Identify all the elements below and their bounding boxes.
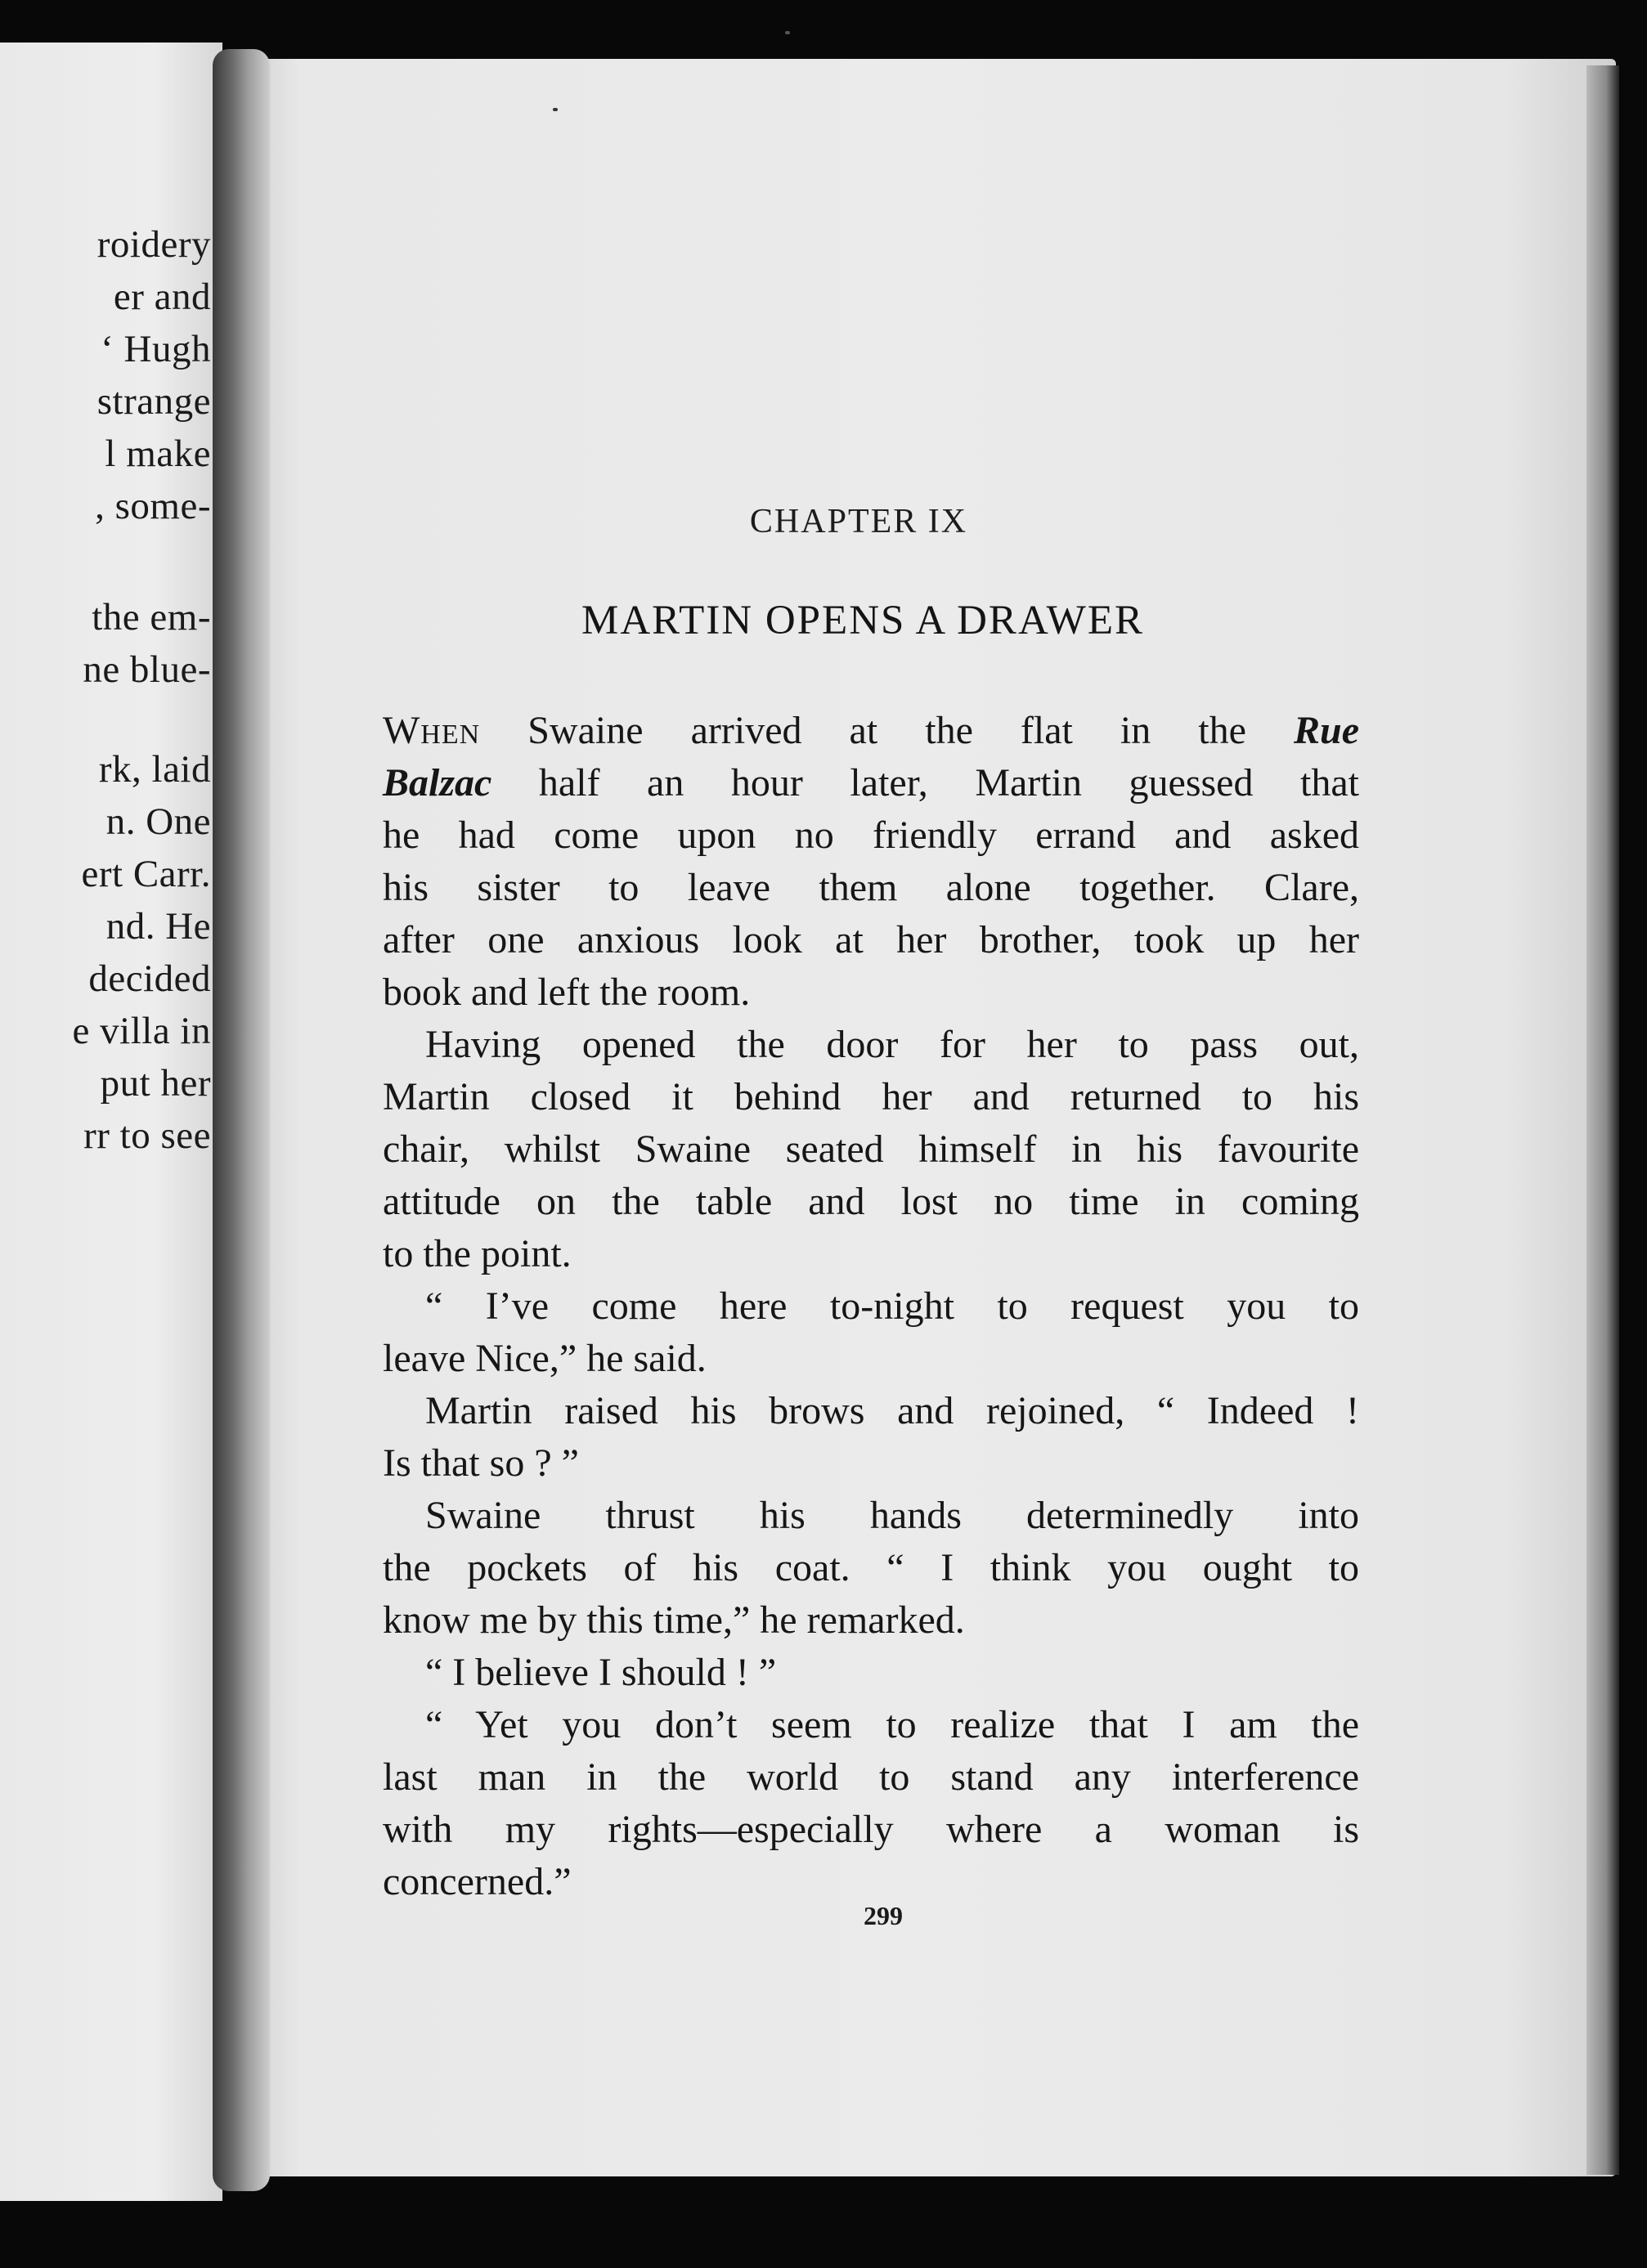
left-page-line: ert Carr. [81,853,211,895]
left-page-line: rk, laid [98,748,211,791]
dust-speck [785,31,790,34]
left-page-line: nd. He [105,905,211,948]
body-line: Having opened the door for her to pass out, [425,1023,1359,1066]
body-line: book and left the room. [383,970,751,1014]
body-line: Is that so ? ” [383,1441,579,1485]
chapter-label: CHAPTER IX [749,503,968,540]
left-page-line: , some- [95,485,211,527]
left-page-line: the em- [92,596,211,639]
body-line: Swaine thrust his hands determinedly into [425,1494,1359,1537]
left-page-line: er and [113,276,211,318]
left-page-line: put her [100,1062,211,1105]
body-line [383,760,1359,806]
body-line: after one anxious look at her brother, took up her [383,918,1359,961]
left-page-line: ne blue- [83,648,211,691]
body-line: attitude on the table and lost no time in coming [383,1180,1359,1223]
left-facing-page [0,43,222,2201]
body-line: Martin raised his brows and rejoined, “ Indeed ! [425,1389,1359,1432]
body-text-fragment: Swaine arrived at the flat in the [480,709,1294,752]
body-line: “ Yet you don’t seem to realize that I am the [425,1703,1359,1746]
left-page-line: ‘ Hugh [101,328,211,370]
left-page-line: l make [105,433,211,475]
body-line: “ I’ve come here to-night to request you to [425,1284,1359,1328]
body-line: concerned.” [383,1860,572,1903]
page-edge-shadow [1586,65,1619,2175]
body-line: know me by this time,” he remarked. [383,1598,965,1642]
left-page-line: e villa in [72,1010,211,1052]
left-page-line: decided [88,957,211,1000]
body-line-first [383,708,1359,754]
dust-speck [553,108,558,111]
body-line: “ I believe I should ! ” [425,1651,777,1694]
left-page-line: rr to see [83,1114,211,1157]
page-number: 299 [864,1901,903,1930]
drop-word: When [383,709,481,752]
body-line: the pockets of his coat. “ I think you ought to [383,1546,1359,1589]
left-page-line: roidery [96,223,211,266]
chapter-title: MARTIN OPENS A DRAWER [581,598,1144,643]
body-line: Martin closed it behind her and returned to his [383,1075,1359,1118]
body-text-fragment: half an hour later, Martin guessed that [491,761,1359,805]
body-line: his sister to leave them alone together. Clare, [383,866,1359,909]
body-line: leave Nice,” he said. [383,1337,707,1380]
left-page-line: n. One [105,800,211,843]
body-line: chair, whilst Swaine seated himself in his favourite [383,1127,1359,1171]
body-line: with my rights—especially where a woman is [383,1808,1359,1851]
italic-place-name: Balzac [383,761,492,805]
body-line: last man in the world to stand any interference [383,1755,1359,1799]
italic-place-name: Rue [1293,709,1359,752]
body-line: to the point. [383,1232,572,1275]
left-page-line: strange [96,380,211,423]
body-line: he had come upon no friendly errand and asked [383,814,1359,857]
book-gutter [213,49,270,2191]
